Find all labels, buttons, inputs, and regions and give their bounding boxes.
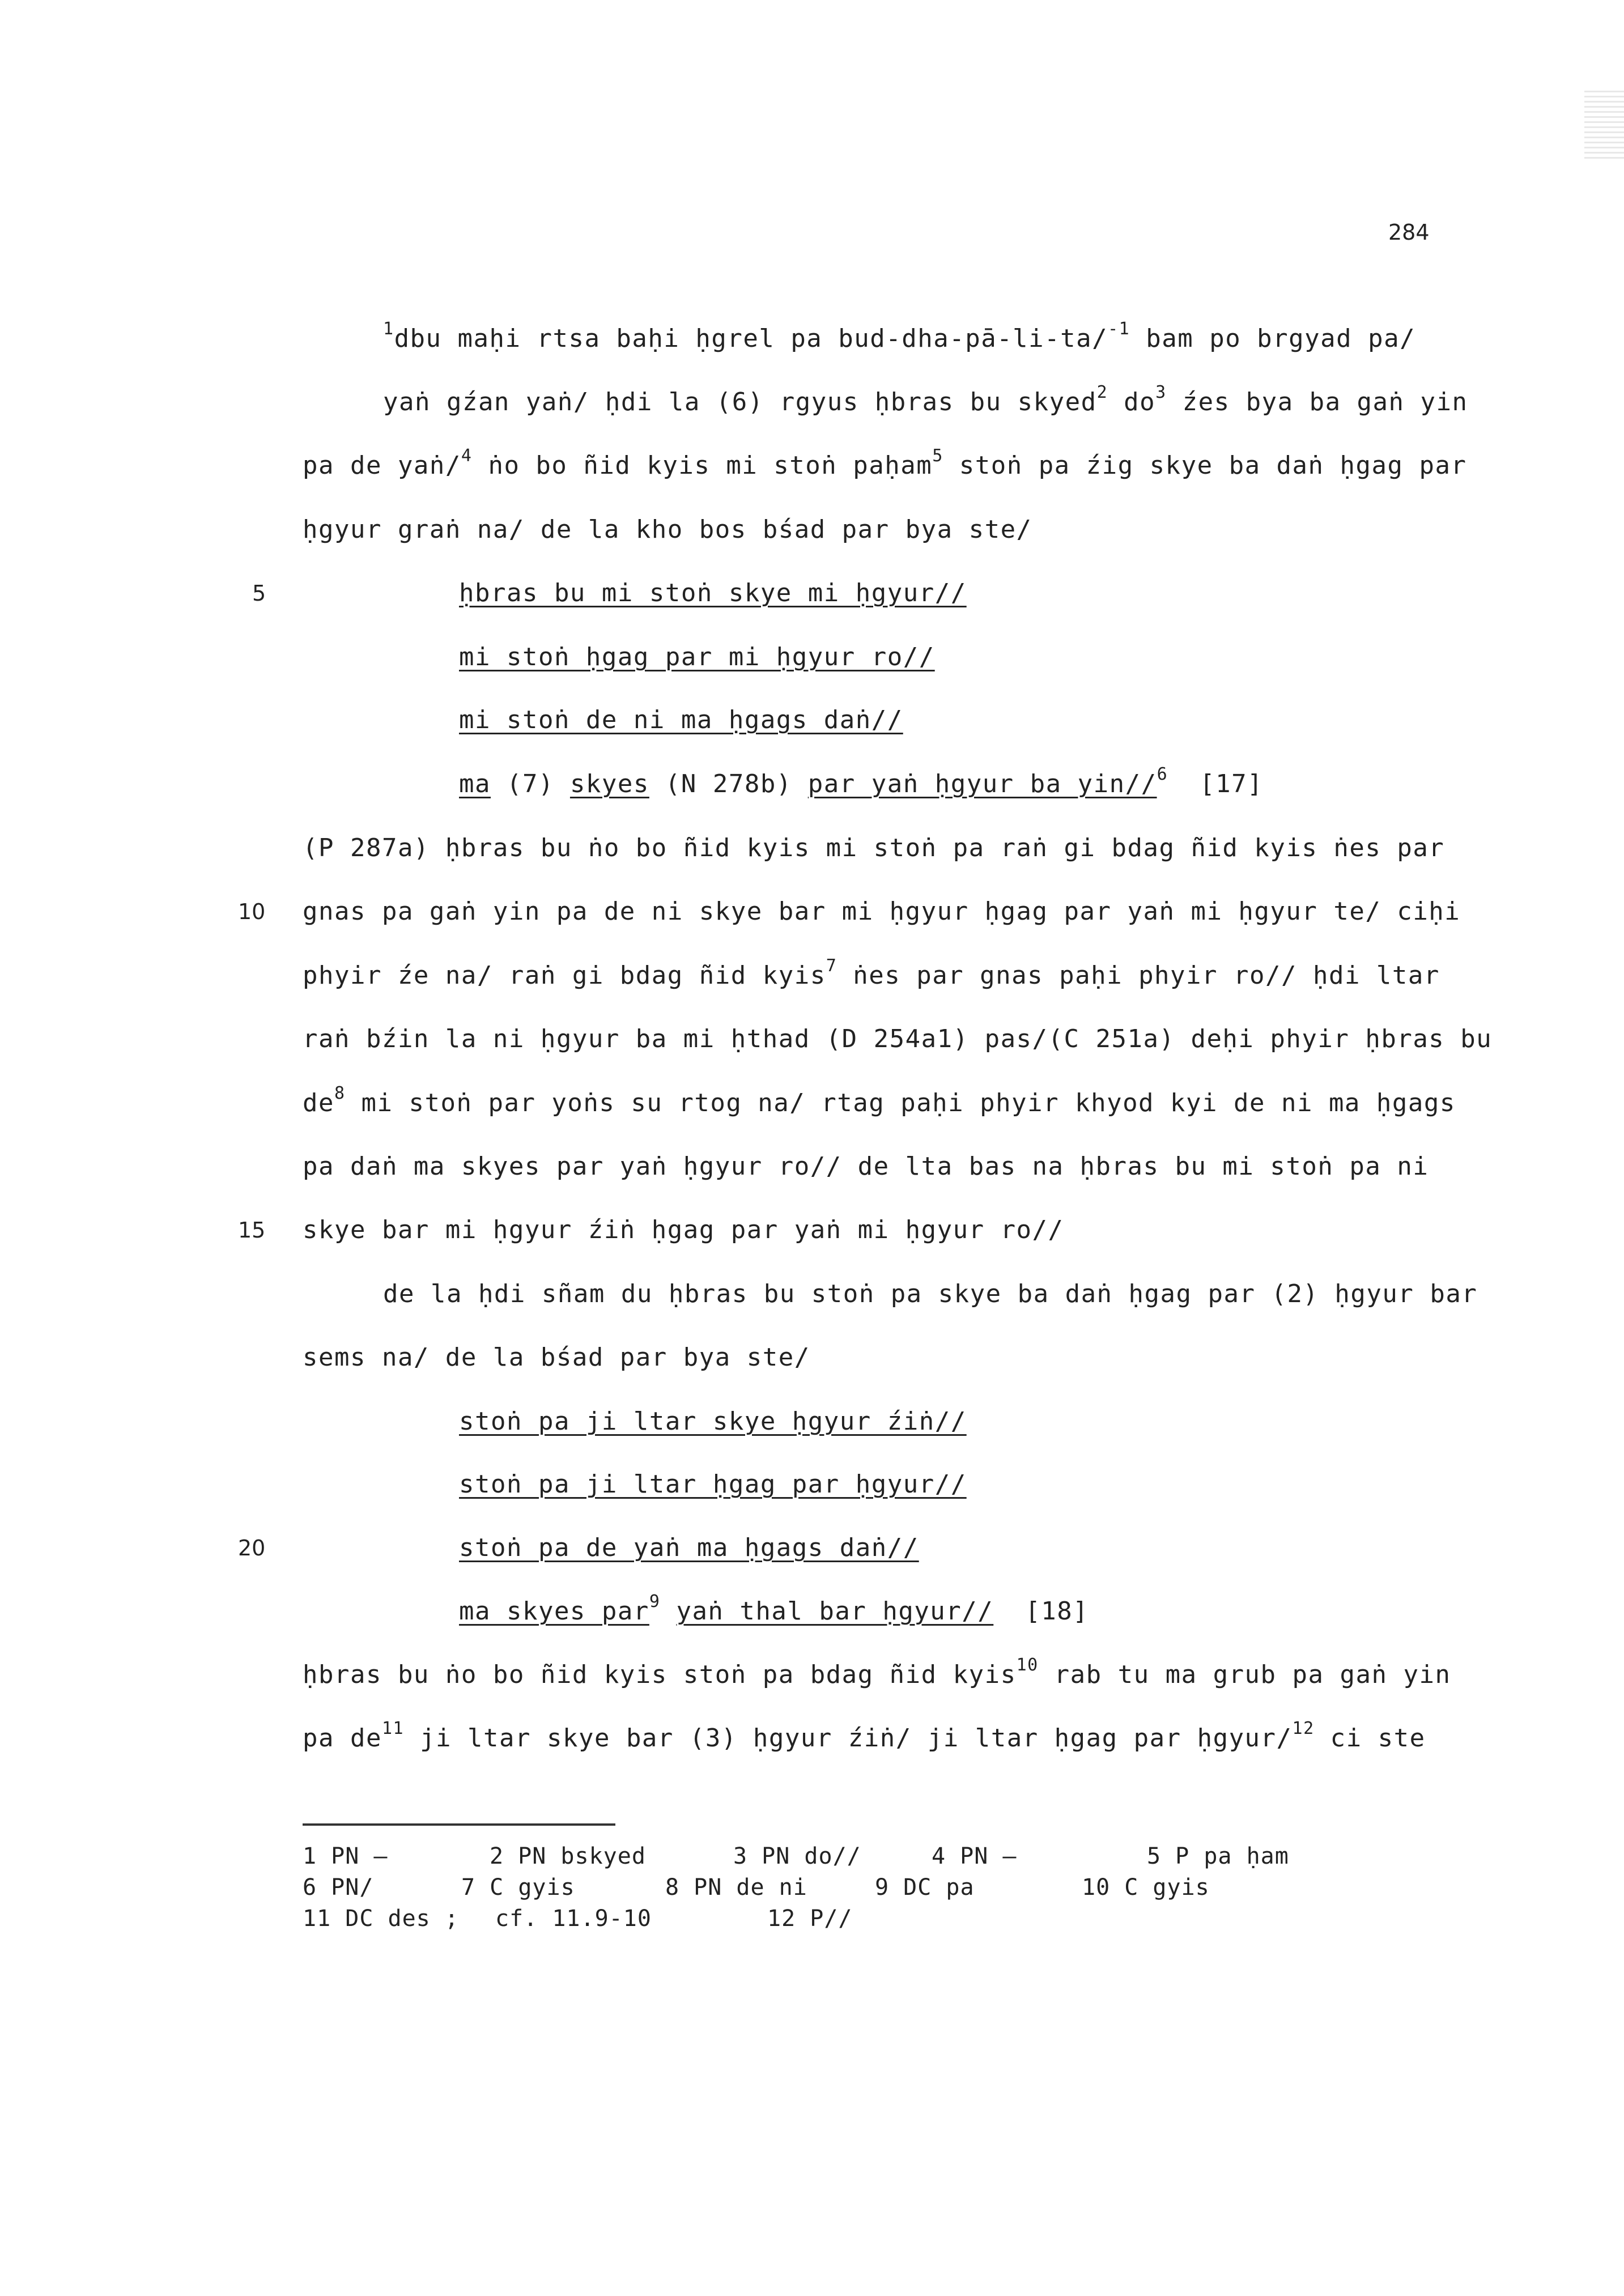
footnote-item: 4 PN — bbox=[932, 1843, 1017, 1869]
text-span: sems na/ de la bśad par bya ste/ bbox=[303, 1343, 810, 1372]
verse-text: ḥbras bu mi stoṅ skye mi ḥgyur// bbox=[459, 579, 967, 607]
text-line bbox=[459, 764, 1264, 801]
text-span: pa daṅ ma skyes par yaṅ ḥgyur ro// de lta bas na ḥbras bu mi stoṅ pa ni bbox=[303, 1152, 1429, 1181]
footnote-item: cf. 11.9-10 bbox=[495, 1906, 652, 1932]
footnote-ref: 9 bbox=[649, 1592, 661, 1612]
text-span: ḥbras bu ṅo bo ñid kyis stoṅ pa bdag ñid kyis bbox=[303, 1660, 1017, 1689]
text-span: de la ḥdi sñam du ḥbras bu stoṅ pa skye ba daṅ ḥgag par (2) ḥgyur bar bbox=[383, 1279, 1478, 1308]
footnote-item: 3 PN do// bbox=[733, 1843, 861, 1869]
verse-text: ma bbox=[459, 769, 491, 798]
footnote-ref: 8 bbox=[334, 1083, 346, 1103]
text-span: mi stoṅ par yoṅs su rtog na/ rtag paḥi phyir khyod kyi de ni ma ḥgags bbox=[345, 1089, 1456, 1117]
text-line bbox=[303, 1341, 810, 1375]
text-line bbox=[303, 1655, 1451, 1692]
text-line bbox=[303, 446, 1467, 483]
scan-edge-mark bbox=[1584, 91, 1624, 159]
footnote-ref: 7 bbox=[826, 956, 837, 976]
text-span: stoṅ pa źig skye ba daṅ ḥgag par bbox=[943, 451, 1467, 480]
text-line bbox=[303, 831, 1444, 865]
text-line bbox=[459, 1405, 967, 1439]
footnote-ref: 2 bbox=[1096, 382, 1108, 402]
text-span: rab tu ma grub pa gaṅ yin bbox=[1038, 1660, 1451, 1689]
footnote-ref: 12 bbox=[1292, 1719, 1315, 1738]
footnote-ref: 5 bbox=[932, 446, 943, 466]
verse-text: mi stoṅ ḥgag par mi ḥgyur ro// bbox=[459, 643, 935, 671]
verse-text: stoṅ pa de yaṅ ma ḥgags daṅ// bbox=[459, 1533, 919, 1562]
footnote-item: 5 P pa ḥam bbox=[1147, 1843, 1289, 1869]
text-span: de bbox=[303, 1089, 334, 1117]
text-line bbox=[459, 1592, 1089, 1629]
footnote-item: 7 C gyis bbox=[461, 1874, 575, 1900]
text-span: ci ste bbox=[1314, 1724, 1426, 1753]
text-span: do bbox=[1108, 388, 1156, 416]
text-span bbox=[660, 1597, 676, 1626]
text-span: bam po brgyad pa/ bbox=[1130, 324, 1416, 353]
text-span: (P 287a) ḥbras bu ṅo bo ñid kyis mi stoṅ pa raṅ gi bdag ñid kyis ṅes par bbox=[303, 834, 1445, 862]
text-span: ṅo bo ñid kyis mi stoṅ paḥam bbox=[472, 451, 933, 480]
footnote-item: 9 DC pa bbox=[875, 1874, 975, 1900]
text-line bbox=[303, 1022, 1492, 1056]
text-span: yaṅ gźan yaṅ/ ḥdi la (6) rgyus ḥbras bu skyed bbox=[383, 388, 1097, 416]
footnote-ref: 10 bbox=[1016, 1655, 1039, 1675]
text-line bbox=[459, 1531, 919, 1565]
text-line bbox=[303, 1083, 1456, 1120]
line-number: 10 bbox=[238, 899, 266, 924]
page-number: 284 bbox=[1388, 220, 1430, 245]
footnote-item: 12 P// bbox=[767, 1906, 853, 1932]
text-span: pa de yaṅ/ bbox=[303, 451, 461, 480]
footnote-rule bbox=[303, 1823, 615, 1826]
verse-text: par yaṅ ḥgyur ba yin// bbox=[807, 769, 1157, 798]
line-number: 20 bbox=[238, 1536, 266, 1561]
footnote-item: 11 DC des ; bbox=[303, 1906, 459, 1932]
footnote-item: 1 PN — bbox=[303, 1843, 388, 1869]
text-span: gnas pa gaṅ yin pa de ni skye bar mi ḥgyur ḥgag par yaṅ mi ḥgyur te/ ciḥi bbox=[303, 897, 1461, 926]
text-line bbox=[303, 895, 1460, 929]
text-span: pa de bbox=[303, 1724, 382, 1753]
text-span: źes bya ba gaṅ yin bbox=[1166, 388, 1468, 416]
text-span: (N 278b) bbox=[649, 769, 808, 798]
text-line bbox=[459, 1468, 967, 1502]
text-span: skye bar mi ḥgyur źiṅ ḥgag par yaṅ mi ḥgyur ro// bbox=[303, 1215, 1064, 1244]
verse-text: skyes bbox=[569, 769, 649, 798]
text-line bbox=[303, 1721, 1426, 1755]
footnote-item: 6 PN/ bbox=[303, 1874, 374, 1900]
verse-text: ma skyes par bbox=[459, 1597, 649, 1626]
text-span: dbu maḥi rtsa baḥi ḥgrel pa bud-dha-pā-li-ta/ bbox=[394, 324, 1108, 353]
text-line bbox=[303, 1150, 1429, 1184]
footnote-ref: 1 bbox=[383, 319, 394, 339]
text-line bbox=[303, 513, 1032, 547]
text-line bbox=[459, 703, 903, 737]
text-line bbox=[459, 640, 935, 674]
footnote-ref: -1 bbox=[1108, 319, 1130, 339]
verse-text: mi stoṅ de ni ma ḥgags daṅ// bbox=[459, 705, 903, 734]
line-number: 5 bbox=[252, 581, 266, 606]
line-number: 15 bbox=[238, 1218, 266, 1243]
verse-text: yaṅ thal bar ḥgyur// bbox=[676, 1597, 994, 1626]
footnote-ref: 4 bbox=[461, 446, 473, 466]
text-span: (7) bbox=[490, 769, 570, 798]
footnote-item: 2 PN bskyed bbox=[490, 1843, 646, 1869]
footnote-item: 8 PN de ni bbox=[665, 1874, 807, 1900]
text-span: [18] bbox=[993, 1597, 1089, 1626]
text-span: [17] bbox=[1168, 769, 1264, 798]
text-line bbox=[303, 1213, 1064, 1247]
text-line bbox=[303, 956, 1440, 993]
text-line bbox=[383, 382, 1468, 419]
text-line bbox=[383, 1277, 1477, 1311]
text-span: ḥgyur graṅ na/ de la kho bos bśad par bya ste/ bbox=[303, 515, 1032, 544]
text-span: phyir źe na/ raṅ gi bdag ñid kyis bbox=[303, 961, 826, 990]
text-line bbox=[383, 319, 1416, 356]
text-span: raṅ bźin la ni ḥgyur ba mi ḥthad (D 254a1) pas/(C 251a) deḥi phyir ḥbras bu bbox=[303, 1024, 1493, 1053]
footnote-ref: 3 bbox=[1155, 382, 1167, 402]
footnote-ref: 11 bbox=[381, 1719, 405, 1738]
text-span: ji ltar skye bar (3) ḥgyur źiṅ/ ji ltar ḥgag par ḥgyur/ bbox=[404, 1724, 1293, 1753]
text-line bbox=[459, 576, 967, 610]
verse-text: stoṅ pa ji ltar skye ḥgyur źiṅ// bbox=[459, 1407, 967, 1436]
footnote-ref: 6 bbox=[1157, 764, 1168, 784]
footnote-item: 10 C gyis bbox=[1082, 1874, 1210, 1900]
verse-text: stoṅ pa ji ltar ḥgag par ḥgyur// bbox=[459, 1470, 967, 1499]
text-span: ṅes par gnas paḥi phyir ro// ḥdi ltar bbox=[837, 961, 1440, 990]
